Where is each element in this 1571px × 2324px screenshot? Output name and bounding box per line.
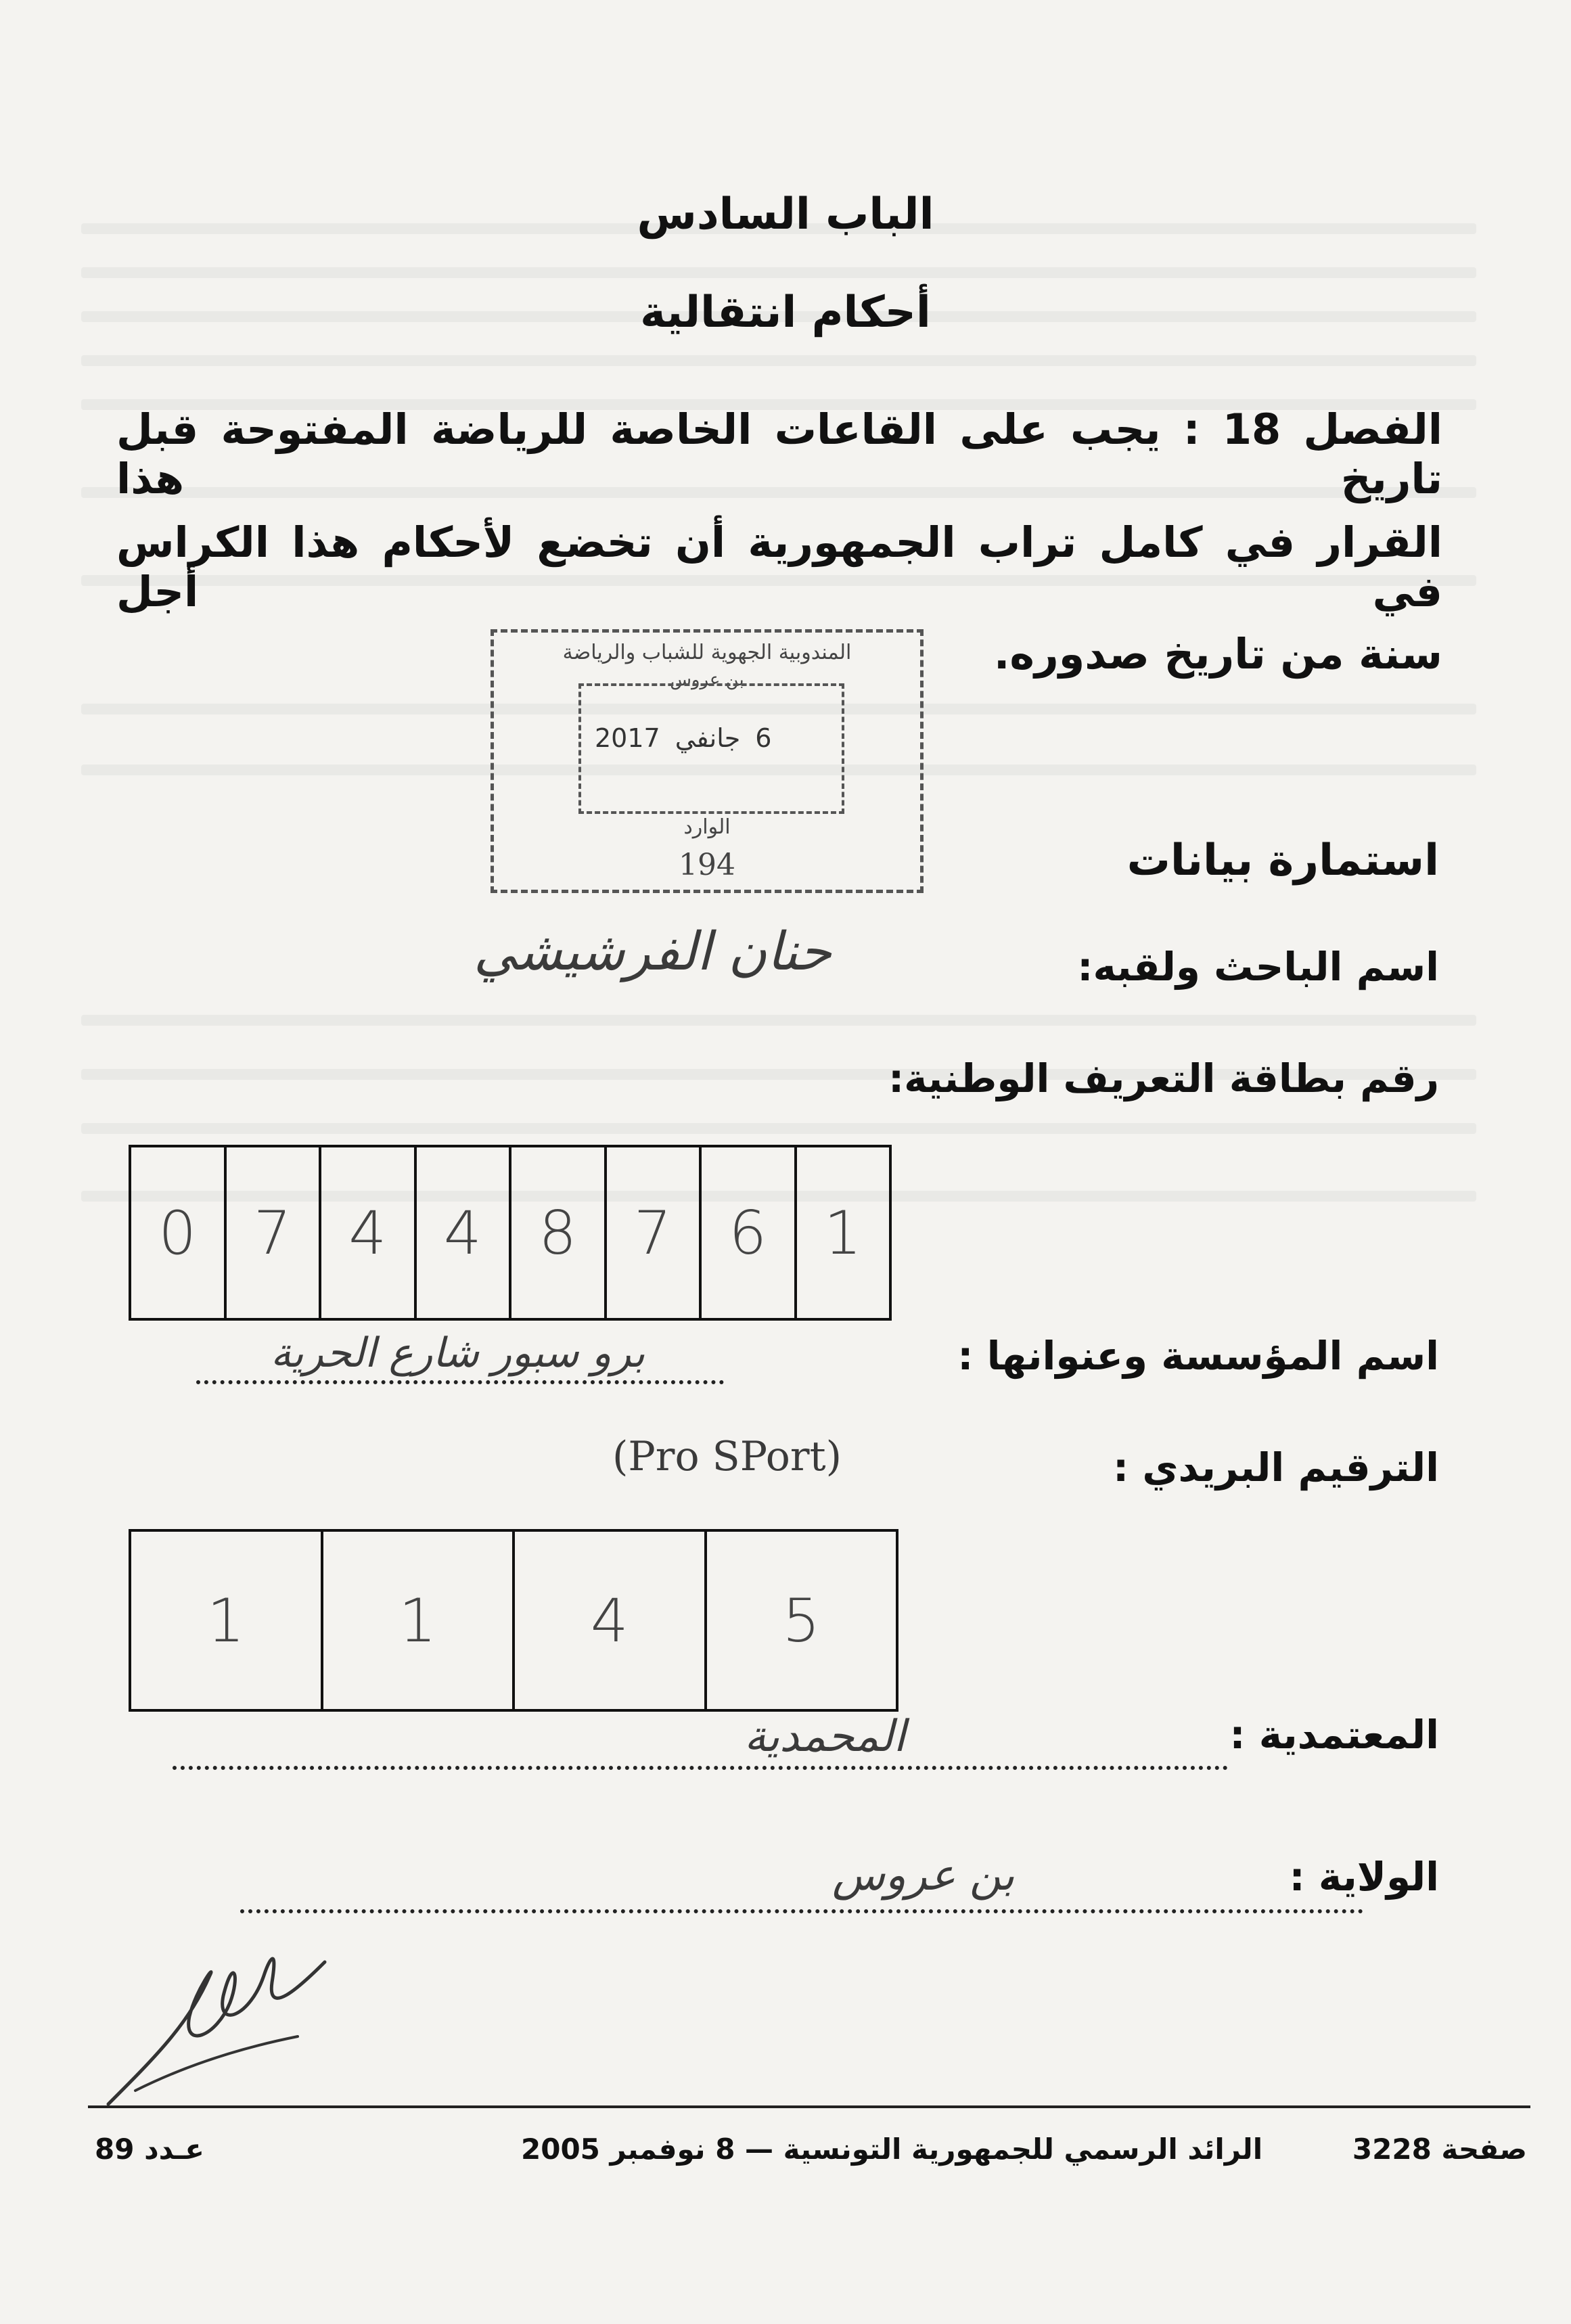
reception-stamp: [491, 629, 924, 893]
section-title: الباب السادس: [637, 189, 934, 240]
form-title: استمارة بيانات: [1126, 836, 1439, 886]
footer-rule: [88, 2105, 1530, 2108]
stamp-city: بن عروس: [670, 670, 744, 690]
id-digit-cell: 1: [823, 1198, 862, 1268]
stamp-number: 194: [679, 848, 735, 882]
researcher-label: اسم الباحث ولقبه:: [1077, 944, 1439, 990]
delegation-handwritten: المحمدية: [744, 1712, 906, 1762]
stamp-day: 6: [755, 723, 772, 753]
bleed-through-line: [81, 355, 1476, 366]
stamp-month: جانفي: [675, 723, 741, 753]
id-digit-cell: 0: [131, 1147, 227, 1318]
id-digit-cell: 4: [417, 1147, 512, 1318]
governorate-dotted-line: [240, 1909, 1363, 1913]
institution-handwritten: برو سبور شارع الحرية: [271, 1329, 645, 1377]
postal-code-grid: [129, 1529, 898, 1712]
governorate-label: الولاية :: [1289, 1854, 1439, 1900]
footer-issue: عـدد 89: [95, 2133, 204, 2166]
id-digit-cell: 8: [511, 1147, 607, 1318]
institution-label: اسم المؤسسة وعنوانها :: [957, 1333, 1439, 1379]
footer-page-number: صفحة 3228: [1352, 2133, 1527, 2166]
institution-dotted-line: [196, 1380, 724, 1384]
postal-code-label: الترقيم البريدي :: [1113, 1444, 1439, 1490]
governorate-handwritten: بن عروس: [832, 1850, 1015, 1900]
institution-note-handwritten: (Pro SPort): [612, 1433, 842, 1480]
national-id-label: رقم بطاقة التعريف الوطنية:: [888, 1055, 1439, 1101]
footer-journal: الرائد الرسمي للجمهورية التونسية — 8 نوفمبر 2005: [521, 2133, 1263, 2166]
stamp-authority: المندوبية الجهوية للشباب والرياضة: [562, 641, 852, 664]
postal-digit-cell: 1: [323, 1532, 516, 1709]
bleed-through-line: [81, 1015, 1476, 1026]
stamp-year: 2017: [595, 723, 660, 753]
researcher-name-handwritten: حنان الفرشيشي: [474, 921, 832, 982]
stamp-incoming-label: الوارد: [683, 815, 731, 839]
id-digit-cell: 7: [607, 1147, 702, 1318]
delegation-dotted-line: [173, 1766, 1228, 1770]
bleed-through-line: [81, 267, 1476, 278]
id-digit-cell: 6: [702, 1147, 797, 1318]
delegation-label: المعتمدية :: [1229, 1712, 1439, 1758]
article-line-2: القرار في كامل تراب الجمهورية أن تخضع لأحكام هذا الكراس في أجل: [116, 518, 1442, 616]
postal-digit-cell: 5: [782, 1585, 821, 1656]
postal-digit-cell: 1: [131, 1532, 323, 1709]
article-line-1: الفصل 18 : يجب على القاعات الخاصة للرياضة المفتوحة قبل تاريخ هذا: [116, 405, 1442, 503]
section-subtitle: أحكام انتقالية: [640, 288, 931, 338]
postal-digit-cell: 4: [515, 1532, 707, 1709]
stamp-date-box: [578, 683, 844, 814]
id-digit-cell: 4: [321, 1147, 417, 1318]
signature-image: [95, 1935, 379, 2124]
id-digit-cell: 7: [227, 1147, 322, 1318]
bleed-through-line: [81, 1123, 1476, 1134]
national-id-grid: [129, 1145, 892, 1321]
article-line-3: سنة من تاريخ صدوره.: [993, 629, 1442, 679]
